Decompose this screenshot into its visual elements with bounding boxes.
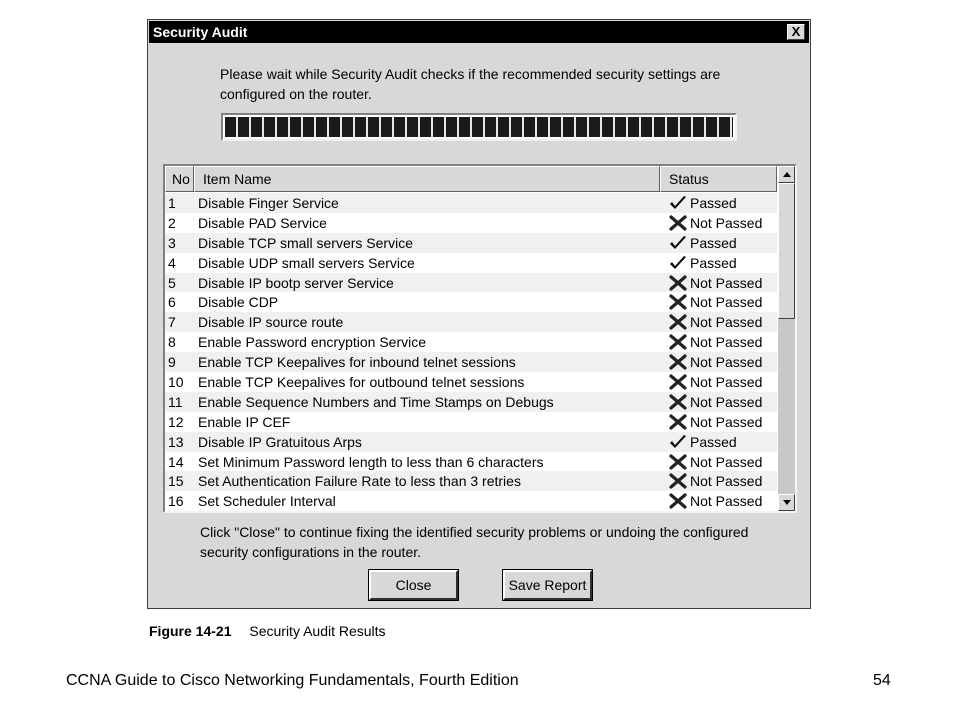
row-number: 14 bbox=[168, 453, 184, 470]
row-item-name: Disable TCP small servers Service bbox=[198, 234, 413, 251]
figure-caption bbox=[149, 623, 386, 639]
row-status bbox=[660, 491, 777, 511]
row-number: 10 bbox=[168, 374, 184, 391]
progress-bar bbox=[221, 113, 737, 141]
row-status bbox=[660, 471, 777, 491]
table-row[interactable] bbox=[165, 332, 777, 352]
row-item-name: Disable Finger Service bbox=[198, 195, 339, 211]
row-status-text: Not Passed bbox=[690, 274, 763, 291]
row-status-text: Not Passed bbox=[690, 393, 763, 410]
row-item-name: Set Scheduler Interval bbox=[198, 493, 336, 510]
footer-book-title: CCNA Guide to Cisco Networking Fundamentals, Fourth Edition bbox=[66, 672, 519, 689]
progress-fill bbox=[225, 117, 733, 137]
row-item-name: Enable TCP Keepalives for inbound telnet sessions bbox=[198, 354, 516, 371]
row-status bbox=[660, 312, 777, 332]
table-row[interactable] bbox=[165, 372, 777, 392]
table-row[interactable] bbox=[165, 253, 777, 273]
row-item-name: Disable CDP bbox=[198, 294, 279, 311]
row-status-text: Not Passed bbox=[690, 354, 763, 371]
close-instructions: Click "Close" to continue fixing the identified security problems or undoing the configured security configurations in the router. bbox=[200, 524, 749, 560]
x-mark-icon bbox=[668, 394, 688, 410]
row-number: 13 bbox=[168, 433, 184, 450]
row-status-text: Not Passed bbox=[690, 294, 763, 311]
table-row[interactable] bbox=[165, 412, 777, 432]
row-number: 16 bbox=[168, 493, 184, 510]
row-status-text: Not Passed bbox=[690, 314, 763, 331]
row-number: 6 bbox=[168, 294, 176, 311]
checkmark-icon bbox=[668, 434, 688, 450]
table-row[interactable] bbox=[165, 193, 777, 213]
row-item-name: Disable IP Gratuitous Arps bbox=[198, 433, 362, 450]
close-button[interactable]: Close bbox=[369, 570, 458, 600]
row-status-text: Not Passed bbox=[690, 214, 763, 231]
table-row[interactable] bbox=[165, 452, 777, 472]
row-status bbox=[660, 193, 777, 213]
row-status-text: Passed bbox=[690, 234, 737, 251]
scroll-down-button[interactable] bbox=[778, 494, 795, 511]
column-header-status[interactable]: Status bbox=[660, 166, 777, 192]
table-row[interactable] bbox=[165, 471, 777, 491]
figure-number: Figure 14-21 bbox=[149, 623, 232, 639]
arrow-down-icon bbox=[783, 500, 791, 505]
arrow-up-icon bbox=[783, 172, 791, 177]
row-number: 2 bbox=[168, 214, 176, 231]
row-number: 5 bbox=[168, 274, 176, 291]
table-row[interactable] bbox=[165, 352, 777, 372]
close-icon: X bbox=[791, 24, 801, 39]
row-status bbox=[660, 213, 777, 233]
table-row[interactable] bbox=[165, 432, 777, 452]
row-number: 1 bbox=[168, 195, 176, 211]
row-item-name: Enable Sequence Numbers and Time Stamps on Debugs bbox=[198, 393, 554, 410]
x-mark-icon bbox=[668, 294, 688, 310]
row-status bbox=[660, 372, 777, 392]
table-row[interactable] bbox=[165, 273, 777, 293]
row-status bbox=[660, 452, 777, 472]
row-number: 4 bbox=[168, 254, 176, 271]
row-number: 7 bbox=[168, 314, 176, 331]
table-row[interactable] bbox=[165, 233, 777, 253]
row-number: 15 bbox=[168, 473, 184, 490]
x-mark-icon bbox=[668, 215, 688, 231]
x-mark-icon bbox=[668, 334, 688, 350]
column-header-item-name[interactable]: Item Name bbox=[194, 166, 660, 192]
save-report-button[interactable]: Save Report bbox=[503, 570, 592, 600]
row-status-text: Not Passed bbox=[690, 373, 763, 390]
security-audit-dialog bbox=[147, 19, 811, 609]
row-item-name: Disable IP bootp server Service bbox=[198, 274, 394, 291]
table-row[interactable] bbox=[165, 213, 777, 233]
table-row[interactable] bbox=[165, 392, 777, 412]
row-status bbox=[660, 253, 777, 273]
row-number: 3 bbox=[168, 234, 176, 251]
checkmark-icon bbox=[668, 195, 688, 211]
row-status-text: Passed bbox=[690, 433, 737, 450]
row-item-name: Disable IP source route bbox=[198, 314, 344, 331]
x-mark-icon bbox=[668, 314, 688, 330]
row-item-name: Enable Password encryption Service bbox=[198, 334, 427, 351]
x-mark-icon bbox=[668, 473, 688, 489]
figure-title: Security Audit Results bbox=[249, 623, 386, 639]
row-status-text: Not Passed bbox=[690, 413, 763, 430]
row-status bbox=[660, 352, 777, 372]
checkmark-icon bbox=[668, 255, 688, 271]
dialog-titlebar bbox=[149, 21, 809, 43]
row-status-text: Passed bbox=[690, 194, 737, 211]
x-mark-icon bbox=[668, 493, 688, 509]
row-item-name: Set Minimum Password length to less than 6 characters bbox=[198, 453, 544, 470]
row-status-text: Not Passed bbox=[690, 493, 763, 510]
scroll-up-button[interactable] bbox=[778, 166, 795, 183]
row-number: 11 bbox=[168, 393, 183, 410]
row-status bbox=[660, 392, 777, 412]
x-mark-icon bbox=[668, 374, 688, 390]
row-item-name: Enable IP CEF bbox=[198, 413, 291, 430]
table-header bbox=[165, 166, 777, 192]
x-mark-icon bbox=[668, 454, 688, 470]
row-item-name: Enable TCP Keepalives for outbound telnet sessions bbox=[198, 374, 525, 391]
row-number: 9 bbox=[168, 354, 176, 371]
row-status bbox=[660, 332, 777, 352]
table-row[interactable] bbox=[165, 292, 777, 312]
scrollbar-thumb[interactable] bbox=[778, 183, 795, 319]
row-status bbox=[660, 273, 777, 293]
row-status bbox=[660, 432, 777, 452]
row-status-text: Passed bbox=[690, 254, 737, 271]
footer-page-number: 54 bbox=[873, 672, 891, 689]
x-mark-icon bbox=[668, 354, 688, 370]
x-mark-icon bbox=[668, 414, 688, 430]
row-item-name: Disable PAD Service bbox=[198, 214, 327, 231]
close-window-button[interactable] bbox=[787, 24, 805, 40]
row-status bbox=[660, 412, 777, 432]
dialog-title: Security Audit bbox=[153, 24, 248, 40]
row-status-text: Not Passed bbox=[690, 453, 763, 470]
row-status bbox=[660, 233, 777, 253]
column-header-no[interactable]: No bbox=[165, 166, 194, 192]
wait-message: Please wait while Security Audit checks if the recommended security settings are configured on the router. bbox=[220, 66, 721, 102]
table-row[interactable] bbox=[165, 491, 777, 511]
row-number: 8 bbox=[168, 334, 176, 351]
row-status-text: Not Passed bbox=[690, 334, 763, 351]
row-item-name: Set Authentication Failure Rate to less than 3 retries bbox=[198, 473, 521, 490]
row-status-text: Not Passed bbox=[690, 473, 763, 490]
row-number: 12 bbox=[168, 413, 184, 430]
table-body bbox=[165, 193, 777, 511]
row-item-name: Disable UDP small servers Service bbox=[198, 254, 415, 271]
vertical-scrollbar[interactable] bbox=[778, 166, 795, 511]
row-status bbox=[660, 292, 777, 312]
audit-results-table bbox=[163, 164, 797, 513]
x-mark-icon bbox=[668, 275, 688, 291]
table-row[interactable] bbox=[165, 312, 777, 332]
checkmark-icon bbox=[668, 235, 688, 251]
